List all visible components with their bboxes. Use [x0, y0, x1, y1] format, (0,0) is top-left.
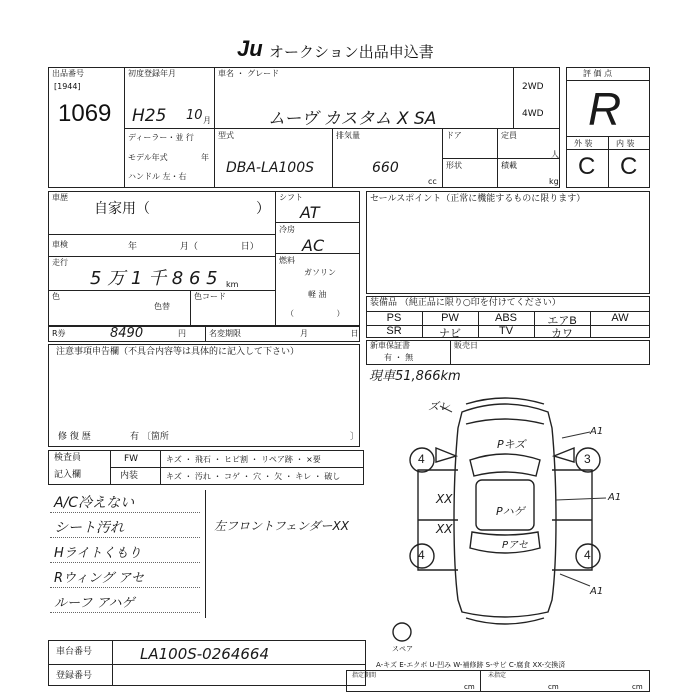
- exhibit-no-sub: [1944]: [54, 82, 81, 91]
- rating-value: R: [588, 83, 622, 135]
- chassis-label: 車台番号: [56, 647, 93, 657]
- diagram-a1-top: A1: [590, 426, 604, 437]
- fuel-paren: （ ）: [286, 309, 345, 318]
- shape-label: 形状: [446, 161, 462, 170]
- month-unit: 月: [203, 116, 211, 125]
- exterior-label: 外 装: [574, 139, 593, 148]
- history-close: ）: [256, 201, 270, 217]
- recycle-label: R券: [52, 329, 66, 338]
- interior-items: キズ ・ 汚れ ・ コゲ ・ 穴 ・ 欠 ・ キレ ・ 破し: [166, 472, 341, 481]
- dealer-label: ディーラー・並 行: [128, 133, 194, 142]
- fw-label: FW: [124, 454, 139, 464]
- footer-f1: 指定期間: [352, 672, 377, 679]
- displacement-label: 排気量: [336, 131, 360, 140]
- equip-pw: PW: [441, 312, 459, 324]
- capacity-unit: 人: [551, 150, 559, 159]
- footer-cm-1: cm: [464, 683, 475, 691]
- inspector-note-5: ルーフ アハゲ: [54, 596, 135, 611]
- interior-row-label: 内装: [120, 471, 139, 481]
- inspector-note-4: Rウィング アセ: [54, 571, 144, 586]
- fuel-label: 燃料: [279, 256, 295, 265]
- footer-cm-3: cm: [632, 683, 643, 691]
- type-value: DBA-LA100S: [226, 160, 314, 176]
- first-reg-year: H25: [132, 106, 167, 126]
- notes-label: 注意事項申告欄（不具合内容等は具体的に記入して下さい）: [56, 347, 300, 357]
- tire-rear-left: 4: [418, 548, 425, 562]
- exhibit-no: 1069: [58, 100, 112, 127]
- first-reg-label: 初度登録年月: [128, 69, 176, 78]
- exterior-grade: C: [578, 153, 596, 180]
- drive-2wd: 2WD: [522, 82, 544, 92]
- displacement-value: 660: [372, 160, 399, 176]
- fw-items: キズ ・ 飛石 ・ ヒビ割 ・ リペア跡 ・ ×要: [166, 455, 321, 464]
- inspection-format: 年 月（ 日）: [128, 242, 259, 252]
- tire-front-right: 3: [584, 452, 591, 466]
- equip-sr: SR: [386, 325, 402, 337]
- diagram-front-mark: ズレ: [428, 400, 450, 413]
- exhibit-no-label: 出品番号: [52, 69, 84, 78]
- inspector-note-3: Hライトくもり: [54, 546, 142, 561]
- diagram-xx-2: XX: [436, 522, 453, 536]
- capacity-label: 定員: [501, 131, 517, 140]
- auction-logo: Ju: [237, 36, 263, 61]
- mileage-note: 現車51,866km: [369, 369, 461, 384]
- fuel-diesel: 軽 油: [308, 290, 327, 299]
- fuel-gas: ガソリン: [304, 268, 336, 277]
- chassis-value: LA100S-0264664: [140, 645, 269, 663]
- cooling-label: 冷房: [279, 225, 295, 234]
- damage-legend: A-キズ E-エクボ U-凹み W-補修跡 S-サビ C-腐食 XX-交換済: [376, 661, 566, 669]
- diagram-a1-bot: A1: [590, 586, 604, 597]
- diagram-xx-1: XX: [436, 492, 453, 506]
- footer-f2: 未指定: [488, 672, 507, 679]
- equip-ps: PS: [386, 312, 402, 324]
- handle-label: ハンドル 左・右: [128, 172, 187, 181]
- registration-label: 登録番号: [56, 671, 93, 681]
- equipment-label: 装備品 （純正品に限り○印を付けてください）: [370, 298, 561, 308]
- diagram-roof: Pハゲ: [496, 505, 525, 518]
- name-change-label: 名変期限: [209, 329, 241, 338]
- equip-aw: AW: [611, 312, 629, 324]
- yen-unit: 円: [178, 329, 186, 338]
- km-unit: km: [226, 280, 239, 289]
- interior-label: 内 装: [616, 139, 635, 148]
- interior-grade: C: [620, 153, 638, 180]
- color-change-label: 色替: [154, 302, 170, 311]
- footer-cm-2: cm: [548, 683, 559, 691]
- model-year-unit: 年: [201, 153, 209, 162]
- tire-rear-right: 4: [584, 548, 591, 562]
- equip-tv: TV: [498, 325, 514, 337]
- form-title: オークション出品申込書: [269, 43, 434, 61]
- mileage-label: 走行: [52, 258, 68, 267]
- kg-unit: kg: [549, 177, 559, 186]
- tire-front-left: 4: [418, 452, 425, 466]
- equip-navi: ナビ: [439, 328, 461, 340]
- history-value: 自家用（: [94, 201, 150, 217]
- warranty-dealer-label: 販売日: [454, 341, 478, 350]
- entry-label: 記入欄: [54, 470, 82, 480]
- repair-label: 修 復 歴: [58, 432, 91, 442]
- spare-label: スペア: [392, 645, 413, 653]
- recycle-value: 8490: [110, 326, 144, 341]
- type-label: 型式: [218, 131, 234, 140]
- equip-abs: ABS: [494, 312, 517, 324]
- repair-close: 〕: [350, 432, 360, 442]
- load-label: 積載: [501, 161, 517, 170]
- name-change-date: 月 日: [300, 329, 359, 338]
- diagram-trunk: Pアセ: [502, 540, 528, 551]
- warranty-label: 新車保証書: [370, 341, 410, 350]
- model-year-label: モデル年式: [128, 153, 168, 162]
- mileage-value: 5 万 1 千 8 6 5: [90, 268, 218, 289]
- cooling-value: AC: [302, 236, 325, 255]
- warranty-options: 有 ・ 無: [384, 353, 414, 362]
- cc-unit: cc: [428, 177, 437, 186]
- diagram-a1-mid: A1: [608, 492, 622, 503]
- color-code-label: 色コード: [194, 292, 226, 301]
- rating-label: 評 価 点: [583, 69, 613, 78]
- inspector-note-1: A/C冷えない: [54, 495, 135, 511]
- equip-airbag: エアB: [547, 315, 577, 327]
- inspector-label: 検査員: [54, 453, 82, 463]
- inspection-label: 車検: [52, 240, 68, 249]
- model-name: ムーヴ カスタム X SA: [268, 109, 437, 129]
- diagram-hood: Pキズ: [497, 438, 526, 451]
- door-label: ドア: [446, 131, 462, 140]
- history-label: 車歴: [52, 193, 68, 202]
- shift-value: AT: [300, 203, 320, 222]
- repair-value: 有 〔箇所: [130, 432, 169, 442]
- sales-point-label: セールスポイント（正常に機能するものに限ります）: [370, 194, 586, 204]
- equip-leather: カワ: [551, 328, 573, 340]
- drive-4wd: 4WD: [522, 109, 544, 119]
- shift-label: シフト: [279, 193, 303, 202]
- color-label: 色: [52, 292, 60, 301]
- model-name-label: 車名 ・ グレード: [218, 69, 280, 78]
- first-reg-month: 10: [186, 108, 203, 123]
- inspector-note-2: シート汚れ: [54, 520, 124, 536]
- extra-note: 左フロントフェンダーXX: [214, 519, 350, 533]
